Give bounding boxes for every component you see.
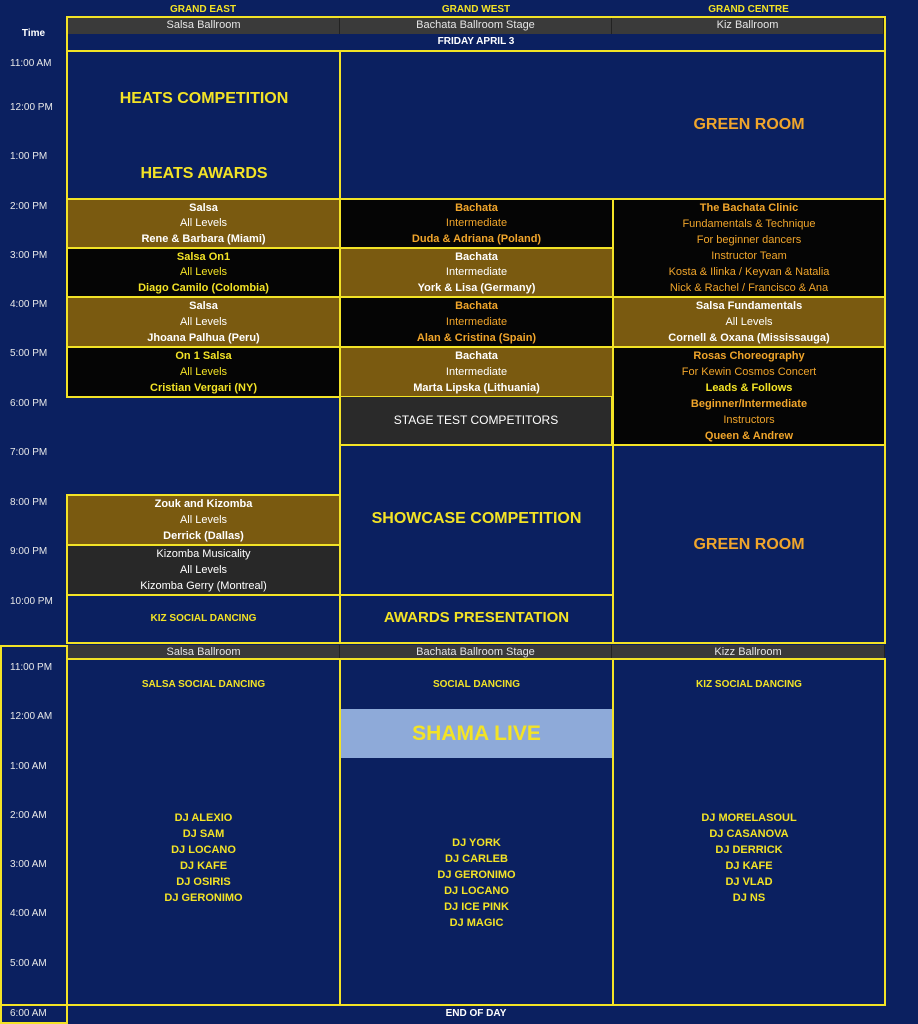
east-dj-list: [66, 810, 341, 906]
showcase-competition: SHOWCASE COMPETITION: [371, 510, 582, 527]
awards-presentation: AWARDS PRESENTATION: [383, 609, 570, 626]
time-slot: 11:00 AM: [10, 58, 52, 69]
time-slot: 2:00 PM: [10, 201, 48, 212]
class-instructor: Cristian Vergari (NY): [150, 382, 257, 394]
time-header: Time: [21, 28, 46, 39]
class-level: All Levels: [179, 316, 228, 328]
dj-name: DJ GERONIMO: [164, 892, 243, 904]
class-instructor: Rene & Barbara (Miami): [141, 233, 266, 246]
time-slot: 3:00 PM: [10, 250, 48, 261]
dj-name: DJ VLAD: [725, 876, 773, 888]
time-slot: 12:00 PM: [10, 102, 53, 113]
dj-name: DJ LOCANO: [444, 885, 509, 897]
class-title: Bachata: [455, 250, 498, 263]
class-instructor: Cornell & Oxana (Mississauga): [668, 332, 830, 344]
clinic-line: Nick & Rachel / Francisco & Ana: [669, 282, 829, 294]
day-label: FRIDAY APRIL 3: [437, 36, 515, 47]
west-class-3: [339, 296, 614, 348]
east-class-3: [66, 296, 341, 348]
night-room-salsa: Salsa Ballroom: [68, 645, 340, 659]
stage-test-label: STAGE TEST COMPETITORS: [393, 413, 559, 427]
salsa-fundamentals: [612, 296, 886, 348]
clinic-line: For beginner dancers: [696, 234, 802, 246]
east-class-4: [66, 346, 341, 398]
dj-name: DJ OSIRIS: [176, 876, 231, 888]
bachata-clinic: [612, 198, 886, 298]
room-bachata-stage: Bachata Ballroom Stage: [340, 18, 612, 34]
dj-name: DJ NS: [732, 892, 766, 904]
heats-awards: HEATS AWARDS: [140, 165, 268, 182]
time-slot: 8:00 PM: [10, 497, 48, 508]
clinic-line: Fundamentals & Technique: [682, 218, 816, 230]
class-instructor: Kizomba Gerry (Montreal): [140, 580, 267, 592]
time-slot: 5:00 PM: [10, 348, 48, 359]
venue-grand-east: GRAND EAST: [169, 4, 237, 15]
room-salsa-ballroom: Salsa Ballroom: [68, 18, 340, 34]
end-of-day: END OF DAY: [445, 1008, 507, 1019]
kiz-social-centre: KIZ SOCIAL DANCING: [696, 679, 802, 690]
east-class-1: [66, 198, 341, 249]
clinic-title: The Bachata Clinic: [699, 202, 799, 214]
dj-name: DJ KAFE: [725, 860, 773, 872]
kizomba-musicality: [66, 544, 341, 596]
class-instructor: Diago Camilo (Colombia): [138, 282, 269, 295]
dj-name: DJ ALEXIO: [174, 812, 233, 824]
class-title: Rosas Choreography: [693, 350, 805, 362]
shama-live: SHAMA LIVE: [412, 722, 541, 745]
time-slot: 12:00 AM: [10, 711, 53, 722]
east-class-2: [66, 247, 341, 298]
time-slot: 4:00 AM: [10, 908, 47, 919]
class-title: Bachata: [455, 201, 498, 214]
class-instructor: York & Lisa (Germany): [417, 282, 536, 295]
class-level: All Levels: [179, 217, 228, 230]
venue-grand-west: GRAND WEST: [441, 4, 511, 15]
west-dj-list: [339, 835, 614, 931]
class-instructor: Derrick (Dallas): [163, 530, 244, 542]
time-column-frame: [0, 645, 68, 1024]
venue-grand-centre: GRAND CENTRE: [708, 4, 789, 15]
clinic-line: Kosta & Ilinka / Keyvan & Natalia: [668, 266, 830, 278]
class-title: Salsa: [189, 300, 218, 312]
time-slot: 6:00 PM: [10, 398, 48, 409]
time-slot: 2:00 AM: [10, 810, 47, 821]
centre-dj-list: [612, 810, 886, 906]
dj-name: DJ CASANOVA: [709, 828, 789, 840]
dj-name: DJ MORELASOUL: [701, 812, 797, 824]
clinic-line: Instructor Team: [711, 250, 787, 262]
class-level: All Levels: [179, 366, 228, 378]
time-slot: 4:00 PM: [10, 299, 48, 310]
dj-name: DJ KAFE: [179, 860, 228, 872]
time-slot: 9:00 PM: [10, 546, 48, 557]
class-title: Salsa On1: [176, 250, 231, 263]
time-slot: 6:00 AM: [10, 1008, 47, 1019]
class-instructor: Marta Lipska (Lithuania): [413, 382, 540, 394]
green-room-1: GREEN ROOM: [693, 116, 805, 133]
class-level: All Levels: [179, 514, 228, 526]
class-level: Beginner/Intermediate: [690, 398, 808, 410]
west-class-1: [339, 198, 614, 249]
dj-name: DJ ICE PINK: [444, 901, 509, 913]
class-level: All Levels: [179, 564, 228, 576]
dj-name: DJ DERRICK: [715, 844, 783, 856]
class-level: All Levels: [179, 266, 228, 279]
dj-name: DJ SAM: [182, 828, 225, 840]
class-level: Intermediate: [445, 366, 508, 378]
end-time-frame: [0, 1004, 68, 1024]
class-title: Zouk and Kizomba: [154, 498, 253, 510]
dj-name: DJ GERONIMO: [437, 869, 516, 881]
class-title: Bachata: [455, 300, 498, 312]
dj-name: DJ MAGIC: [449, 917, 504, 929]
rosas-choreography: [612, 346, 886, 446]
west-class-2: [339, 247, 614, 298]
room-kiz-ballroom: Kiz Ballroom: [612, 18, 884, 34]
class-title: Kizomba Musicality: [156, 548, 251, 560]
class-title: Salsa Fundamentals: [695, 300, 803, 312]
class-instructor: Jhoana Palhua (Peru): [147, 332, 260, 344]
class-level: All Levels: [725, 316, 773, 328]
time-slot: 1:00 AM: [10, 761, 47, 772]
class-instructor: Queen & Andrew: [704, 430, 794, 442]
salsa-social-dancing: SALSA SOCIAL DANCING: [141, 679, 266, 690]
class-title: Bachata: [455, 350, 498, 362]
class-instructor: Duda & Adriana (Poland): [411, 233, 542, 246]
class-instructor: Alan & Cristina (Spain): [416, 332, 537, 344]
dj-name: DJ CARLEB: [445, 853, 508, 865]
kiz-social-east: KIZ SOCIAL DANCING: [150, 613, 257, 624]
time-slot: 11:00 PM: [10, 662, 53, 673]
heats-competition: HEATS COMPETITION: [119, 90, 289, 107]
night-room-kizz: Kizz Ballroom: [612, 645, 885, 659]
class-level: Intermediate: [445, 217, 508, 230]
dj-name: DJ YORK: [452, 837, 501, 849]
class-level: Intermediate: [445, 316, 508, 328]
zouk-kizomba: [66, 494, 341, 546]
time-slot: 3:00 AM: [10, 859, 47, 870]
class-sub: For Kewin Cosmos Concert: [681, 366, 817, 378]
dj-name: DJ LOCANO: [171, 844, 236, 856]
social-dancing: SOCIAL DANCING: [432, 679, 521, 690]
time-slot: 5:00 AM: [10, 958, 47, 969]
west-class-4: [339, 346, 614, 398]
class-title: Salsa: [189, 201, 218, 214]
class-instructors: Instructors: [723, 414, 775, 426]
time-slot: 7:00 PM: [10, 447, 48, 458]
class-title: On 1 Salsa: [175, 350, 232, 362]
time-slot: 10:00 PM: [10, 596, 53, 607]
night-room-bachata: Bachata Ballroom Stage: [340, 645, 612, 659]
time-slot: 1:00 PM: [10, 151, 48, 162]
green-room-2: GREEN ROOM: [693, 536, 805, 553]
class-leads: Leads & Follows: [705, 382, 793, 394]
class-level: Intermediate: [445, 266, 508, 279]
